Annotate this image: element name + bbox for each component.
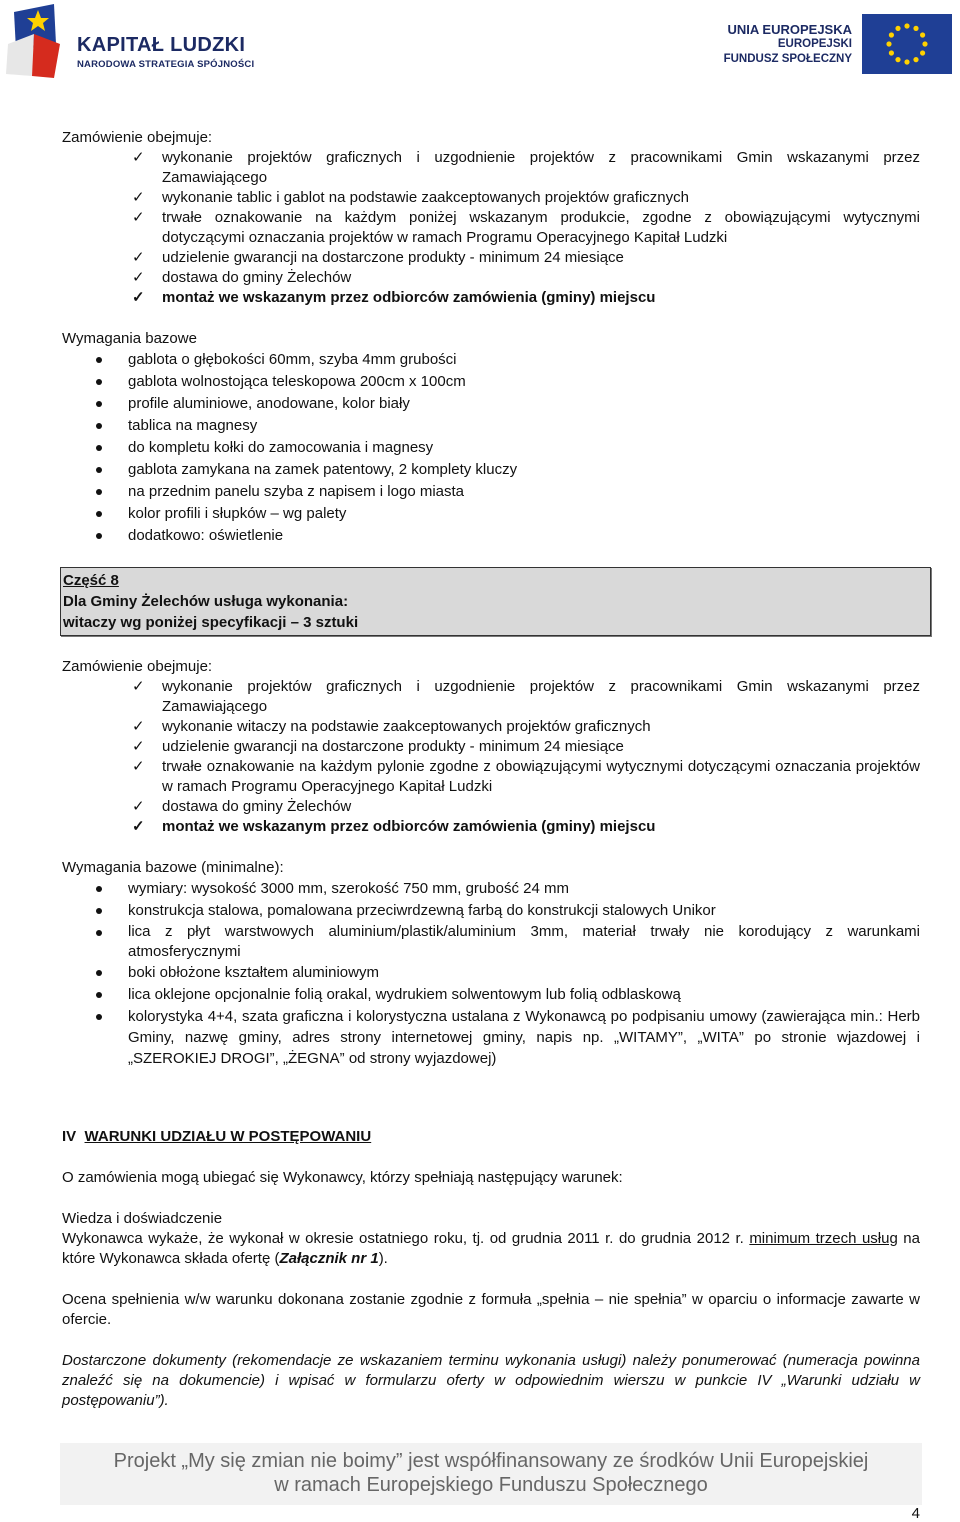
min-services-underlined: minimum trzech usług: [749, 1230, 898, 1247]
kapital-ludzki-title: KAPITAŁ LUDZKI: [77, 34, 246, 56]
checklist-item: ✓ wykonanie witaczy na podstawie zaakceptowanych projektów graficznych: [132, 718, 651, 735]
bullet-item: wymiary: wysokość 3000 mm, szerokość 750 mm, grubość 24 mm: [62, 878, 920, 900]
bullet-icon: [96, 467, 102, 473]
bullet-icon: [96, 533, 102, 539]
bullet-icon: [96, 445, 102, 451]
eu-line-3: FUNDUSZ SPOŁECZNY: [723, 53, 852, 65]
part-8-box: [60, 567, 931, 636]
bullet-icon: [96, 357, 102, 363]
part-8-spec: witaczy wg poniżej specyfikacji – 3 sztuki: [63, 614, 359, 631]
experience-title: Wiedza i doświadczenie: [62, 1210, 223, 1227]
experience-text: Wykonawca wykaże, że wykonał w okresie ostatniego roku, tj. od grudnia 2011 r. do grudnia 2012 r. minimum trzech usług na które Wykonawca składa ofertę (Załącznik nr 1).: [62, 1230, 920, 1267]
section-iv-number: IV: [62, 1128, 77, 1145]
bullet-item: profile aluminiowe, anodowane, kolor biały: [62, 393, 920, 415]
checkmark-icon: ✓: [132, 818, 145, 835]
bullet-icon: [96, 379, 102, 385]
bullet-item: do kompletu kołki do zamocowania i magnesy: [62, 437, 920, 459]
checkmark-icon: ✓: [132, 269, 145, 286]
bullet-icon: [96, 489, 102, 495]
checklist-item: ✓ montaż we wskazanym przez odbiorców zamówienia (gminy) miejscu: [132, 289, 656, 306]
bullet-item: lica oklejone opcjonalnie folią orakal, wydrukiem solwentowym lub folią odblaskową: [62, 984, 920, 1006]
checkmark-icon: ✓: [132, 289, 145, 306]
bullet-item: gablota wolnostojąca teleskopowa 200cm x 100cm: [62, 371, 920, 393]
attachment-reference: Załącznik nr 1: [279, 1250, 379, 1267]
kapital-ludzki-emblem-icon: [4, 4, 64, 82]
bullet-icon: [96, 908, 102, 914]
bullet-item: konstrukcja stalowa, pomalowana przeciwrdzewną farbą do konstrukcji stalowych Unikor: [62, 900, 920, 922]
bullet-icon: [96, 886, 102, 892]
checklist-item: ✓ udzielenie gwarancji na dostarczone produkty - minimum 24 miesiące: [132, 738, 624, 755]
eu-line-2: EUROPEJSKI: [777, 38, 852, 50]
kapital-ludzki-logo: [4, 4, 274, 82]
checklist-item: ✓ trwałe oznakowanie na każdym pylonie zgodne z obowiązującymi wytycznymi dotyczącymi oznaczania projektów w ramach Programu Operacyjnego Kapitał Ludzki: [132, 758, 920, 795]
checklist-item: ✓ dostawa do gminy Żelechów: [132, 798, 352, 815]
order-scope-list-2: [62, 677, 920, 837]
bullet-item: gablota zamykana na zamek patentowy, 2 komplety kluczy: [62, 459, 920, 481]
bullet-item: lica z płyt warstwowych aluminium/plastik/aluminium 3mm, materiał trwały nie korodujący z warunkami atmosferycznymi: [62, 922, 920, 962]
bullet-item: boki obłożone kształtem aluminiowym: [62, 962, 920, 984]
evaluation-text: Ocena spełnienia w/w warunku dokonana zostanie zgodnie z formuła „spełnia – nie spełnia” w oparciu o informacje zawarte w ofercie.: [62, 1291, 920, 1328]
bullet-item: dodatkowo: oświetlenie: [62, 525, 920, 547]
bullet-item: kolor profili i słupków – wg palety: [62, 503, 920, 525]
footer-line-1: Projekt „My się zmian nie boimy” jest współfinansowany ze środków Unii Europejskiej: [113, 1450, 869, 1472]
part-8-scope: Dla Gminy Żelechów usługa wykonania:: [63, 593, 349, 610]
bullet-icon: [96, 970, 102, 976]
checklist-item: ✓ wykonanie projektów graficznych i uzgodnienie projektów z pracownikami Gmin wskazanymi przez Zamawiającego: [132, 678, 920, 715]
bullet-item: gablota o głębokości 60mm, szyba 4mm grubości: [62, 349, 920, 371]
kapital-ludzki-subtitle: NARODOWA STRATEGIA SPÓJNOŚCI: [77, 59, 255, 70]
bullet-icon: [96, 423, 102, 429]
checklist-item: ✓ dostawa do gminy Żelechów: [132, 269, 352, 286]
project-footer: [60, 1443, 922, 1505]
checkmark-icon: ✓: [132, 678, 145, 695]
eu-flag-icon: [862, 14, 952, 74]
bullet-item: kolorystyka 4+4, szata graficzna i kolorystyczna ustalana z Wykonawcą po podpisaniu umowy (zawierająca min.: Herb Gminy, nazwę gminy, adres strony internetowej gminy, napis np. „WITAMY”, „WITA” po stronie wjazdowej i „SZEROKIEJ DROGI”, „ŻEGNA” od strony wyjazdowej): [62, 1006, 920, 1069]
page-number: 4: [911, 1505, 920, 1522]
section-iv-heading: [62, 1127, 920, 1147]
checklist-item: ✓ wykonanie tablic i gablot na podstawie zaakceptowanych projektów graficznych: [132, 189, 689, 206]
document-body: [62, 128, 920, 1411]
checkmark-icon: ✓: [132, 758, 145, 775]
bullet-icon: [96, 992, 102, 998]
requirements-title-2: Wymagania bazowe (minimalne):: [62, 859, 284, 876]
order-scope-intro: Zamówienie obejmuje:: [62, 129, 213, 146]
checkmark-icon: ✓: [132, 718, 145, 735]
checkmark-icon: ✓: [132, 798, 145, 815]
bullet-icon: [96, 511, 102, 517]
checkmark-icon: ✓: [132, 149, 145, 166]
checklist-item: ✓ udzielenie gwarancji na dostarczone produkty - minimum 24 miesiące: [132, 249, 624, 266]
bullet-icon: [96, 1014, 102, 1020]
section-iv-title: WARUNKI UDZIAŁU W POSTĘPOWANIU: [84, 1128, 372, 1145]
requirements-list-2: [62, 878, 920, 1069]
page-header: [0, 0, 960, 90]
checklist-item: ✓ wykonanie projektów graficznych i uzgodnienie projektów z pracownikami Gmin wskazanymi przez Zamawiającego: [132, 149, 920, 186]
requirements-title: Wymagania bazowe: [62, 330, 197, 347]
documents-note: Dostarczone dokumenty (rekomendacje ze wskazaniem terminu wykonania usługi) należy ponumerować (numeracja powinna znaleźć się na dokumencie) i wpisać w formularzu oferty w odpowiednim wierszu w punkcie IV „Warunki udziału w postępowaniu”).: [62, 1352, 920, 1409]
checkmark-icon: ✓: [132, 189, 145, 206]
requirements-list: [62, 349, 920, 547]
bullet-item: na przednim panelu szyba z napisem i logo miasta: [62, 481, 920, 503]
order-scope-intro-2: Zamówienie obejmuje:: [62, 658, 213, 675]
eu-logo-text: [724, 22, 852, 67]
checkmark-icon: ✓: [132, 738, 145, 755]
checklist-item: ✓ trwałe oznakowanie na każdym poniżej wskazanym produkcie, zgodne z obowiązującymi wytycznymi dotyczącymi oznaczania projektów w ramach Programu Operacyjnego Kapitał Ludzki: [132, 209, 920, 246]
checklist-item: ✓ montaż we wskazanym przez odbiorców zamówienia (gminy) miejscu: [132, 818, 656, 835]
checkmark-icon: ✓: [132, 249, 145, 266]
eu-line-1: UNIA EUROPEJSKA: [727, 22, 852, 37]
eligibility-intro: O zamówienia mogą ubiegać się Wykonawcy, którzy spełniają następujący warunek:: [62, 1169, 623, 1186]
order-scope-list: [62, 148, 920, 308]
bullet-item: tablica na magnesy: [62, 415, 920, 437]
eu-logo: [716, 12, 956, 76]
bullet-icon: [96, 930, 102, 936]
part-8-heading: Część 8: [63, 572, 119, 589]
footer-line-2: w ramach Europejskiego Funduszu Społecznego: [274, 1474, 708, 1496]
checkmark-icon: ✓: [132, 209, 145, 226]
bullet-icon: [96, 401, 102, 407]
